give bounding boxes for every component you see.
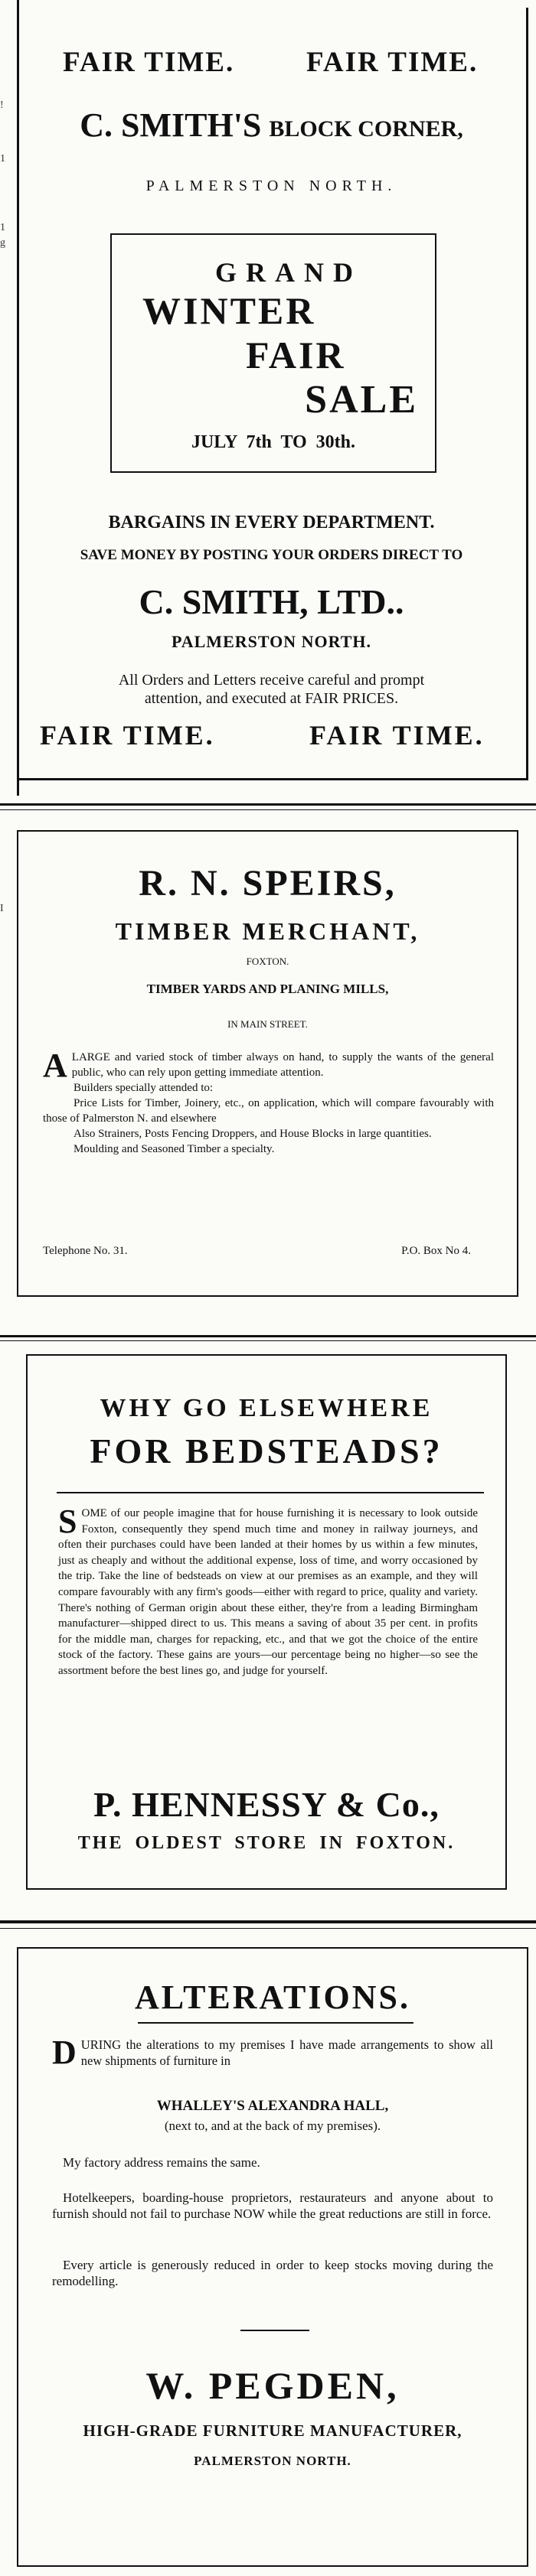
shop-town: PALMERSTON NORTH. xyxy=(145,177,397,194)
pegden-town: PALMERSTON NORTH. xyxy=(194,2454,351,2468)
header-left-text: FAIR TIME. xyxy=(63,47,235,78)
ad1-shop-name xyxy=(17,106,526,145)
merchant-town: FOXTON. xyxy=(246,956,289,967)
sale-line-fair: FAIR xyxy=(246,334,346,376)
hall-name: WHALLEY'S ALEXANDRA HALL, xyxy=(156,2098,389,2114)
shop-location: BLOCK CORNER, xyxy=(269,116,463,142)
drop-cap: A xyxy=(43,1047,67,1084)
company-name: C. SMITH, LTD.. xyxy=(139,582,404,621)
main-street: IN MAIN STREET. xyxy=(227,1018,308,1030)
orders-line-1: All Orders and Letters receive careful and prompt xyxy=(118,672,425,689)
speirs-para-moulding: Moulding and Seasoned Timber a specialty. xyxy=(74,1143,275,1155)
drop-cap: S xyxy=(58,1503,77,1540)
speirs-body xyxy=(43,1047,494,1157)
merchant-trade: TIMBER MERCHANT, xyxy=(115,917,420,945)
sale-line-grand: GRAND xyxy=(215,257,362,288)
ad1-header xyxy=(17,46,526,92)
ad1-footer xyxy=(17,719,526,757)
timber-yards: TIMBER YARDS AND PLANING MILLS, xyxy=(146,982,389,996)
reduced-para: Every article is generously reduced in order to keep stocks moving during the remodelling. xyxy=(52,2258,493,2288)
margin-mark: 1 xyxy=(0,222,5,233)
margin-mark: g xyxy=(0,237,5,249)
separator-rule xyxy=(0,809,536,810)
pegden-name: W. PEGDEN, xyxy=(145,2364,400,2407)
company-town: PALMERSTON NORTH. xyxy=(171,632,372,651)
hotelkeepers-para: Hotelkeepers, boarding-house proprietors, restaurateurs and anyone about to furnish should not fail to purchase NOW while the great reductions are still in force. xyxy=(52,2190,493,2221)
bedsteads-heading-1: WHY GO ELSEWHERE xyxy=(100,1394,433,1422)
sale-line-sale: SALE xyxy=(305,378,418,422)
ad-c-smith xyxy=(17,8,528,780)
hall-note: (next to, and at the back of my premises). xyxy=(164,2118,381,2133)
ad-rn-speirs xyxy=(17,830,518,1297)
orders-line-2: attention, and executed at FAIR PRICES. xyxy=(144,690,399,707)
separator-rule xyxy=(0,1920,536,1923)
speirs-para-pricelists: Price Lists for Timber, Joinery, etc., on application, which will compare favourably with those of Palmerston N. and elsewhere xyxy=(43,1097,494,1125)
alterations-heading: ALTERATIONS. xyxy=(134,1978,410,2016)
header-right-text: FAIR TIME. xyxy=(306,47,479,78)
alterations-intro xyxy=(52,2034,493,2071)
factory-address: My factory address remains the same. xyxy=(63,2155,260,2170)
save-money-text: SAVE MONEY BY POSTING YOUR ORDERS DIRECT TO xyxy=(80,547,463,563)
drop-cap: D xyxy=(52,2034,77,2071)
sale-dates: JULY 7th TO 30th. xyxy=(191,432,356,452)
footer-right-text: FAIR TIME. xyxy=(309,720,485,751)
speirs-para-strainers: Also Strainers, Posts Fencing Droppers, and House Blocks in large quantities. xyxy=(74,1128,432,1140)
bedsteads-text: OME of our people imagine that for house furnishing it is necessary to look outside Foxton, consequently they spend much time and money in railway journeys, and often their purchases could have been landed at their homes by us within a few minutes, just as cheaply and without the additional expense, loss of time, and worry occasioned by the trip. Take the line of bedsteads on view at our premises as an example, and they will compare favourably with any firm's goods—either with regard to price, quality and variety. There's nothing of German origin about these either, they're from a leading Birmingham manufacturer—shipped direct to us. This means a saving of about 35 per cent. in profits for the middle man, charges for repacking, etc., and that we got the choice of the entire stock of the factory. These gains are yours—our percentage being no higher—so see the assortment before the best lines go, and judge for yourself. xyxy=(58,1507,478,1677)
separator-rule xyxy=(0,803,536,806)
margin-mark: ! xyxy=(0,99,4,111)
margin-mark: 1 xyxy=(0,153,5,164)
sale-line-winter: WINTER xyxy=(142,289,316,332)
speirs-para-builders: Builders specially attended to: xyxy=(74,1082,214,1094)
bedsteads-heading-2: FOR BEDSTEADS? xyxy=(90,1431,443,1470)
separator-rule xyxy=(0,1340,536,1341)
heading-underline xyxy=(138,2022,413,2024)
ad-w-pegden xyxy=(17,1947,528,2567)
merchant-name: R. N. SPEIRS, xyxy=(139,863,397,904)
speirs-para-stock: LARGE and varied stock of timber always on hand, to supply the wants of the general public, who can rely upon getting immediate attention. xyxy=(71,1051,494,1079)
shop-name: C. SMITH'S xyxy=(80,106,262,144)
separator-rule xyxy=(0,1335,536,1337)
alterations-para-intro: URING the alterations to my premises I have made arrangements to show all new shipments of furniture in xyxy=(80,2037,493,2068)
po-box: P.O. Box No 4. xyxy=(401,1245,471,1257)
bedsteads-body xyxy=(58,1503,478,1679)
margin-mark: I xyxy=(0,903,4,914)
telephone-number: Telephone No. 31. xyxy=(43,1245,128,1257)
sale-box xyxy=(110,233,436,473)
footer-left-text: FAIR TIME. xyxy=(40,720,215,751)
separator-rule xyxy=(0,1928,536,1929)
heading-underline xyxy=(57,1492,484,1493)
short-divider xyxy=(240,2330,309,2331)
bargains-text: BARGAINS IN EVERY DEPARTMENT. xyxy=(108,513,435,532)
ad-p-hennessy xyxy=(26,1354,507,1890)
hennessy-company: P. HENNESSY & Co., xyxy=(93,1785,440,1824)
hennessy-tagline: THE OLDEST STORE IN FOXTON. xyxy=(77,1833,456,1853)
pegden-trade: HIGH-GRADE FURNITURE MANUFACTURER, xyxy=(83,2421,462,2440)
